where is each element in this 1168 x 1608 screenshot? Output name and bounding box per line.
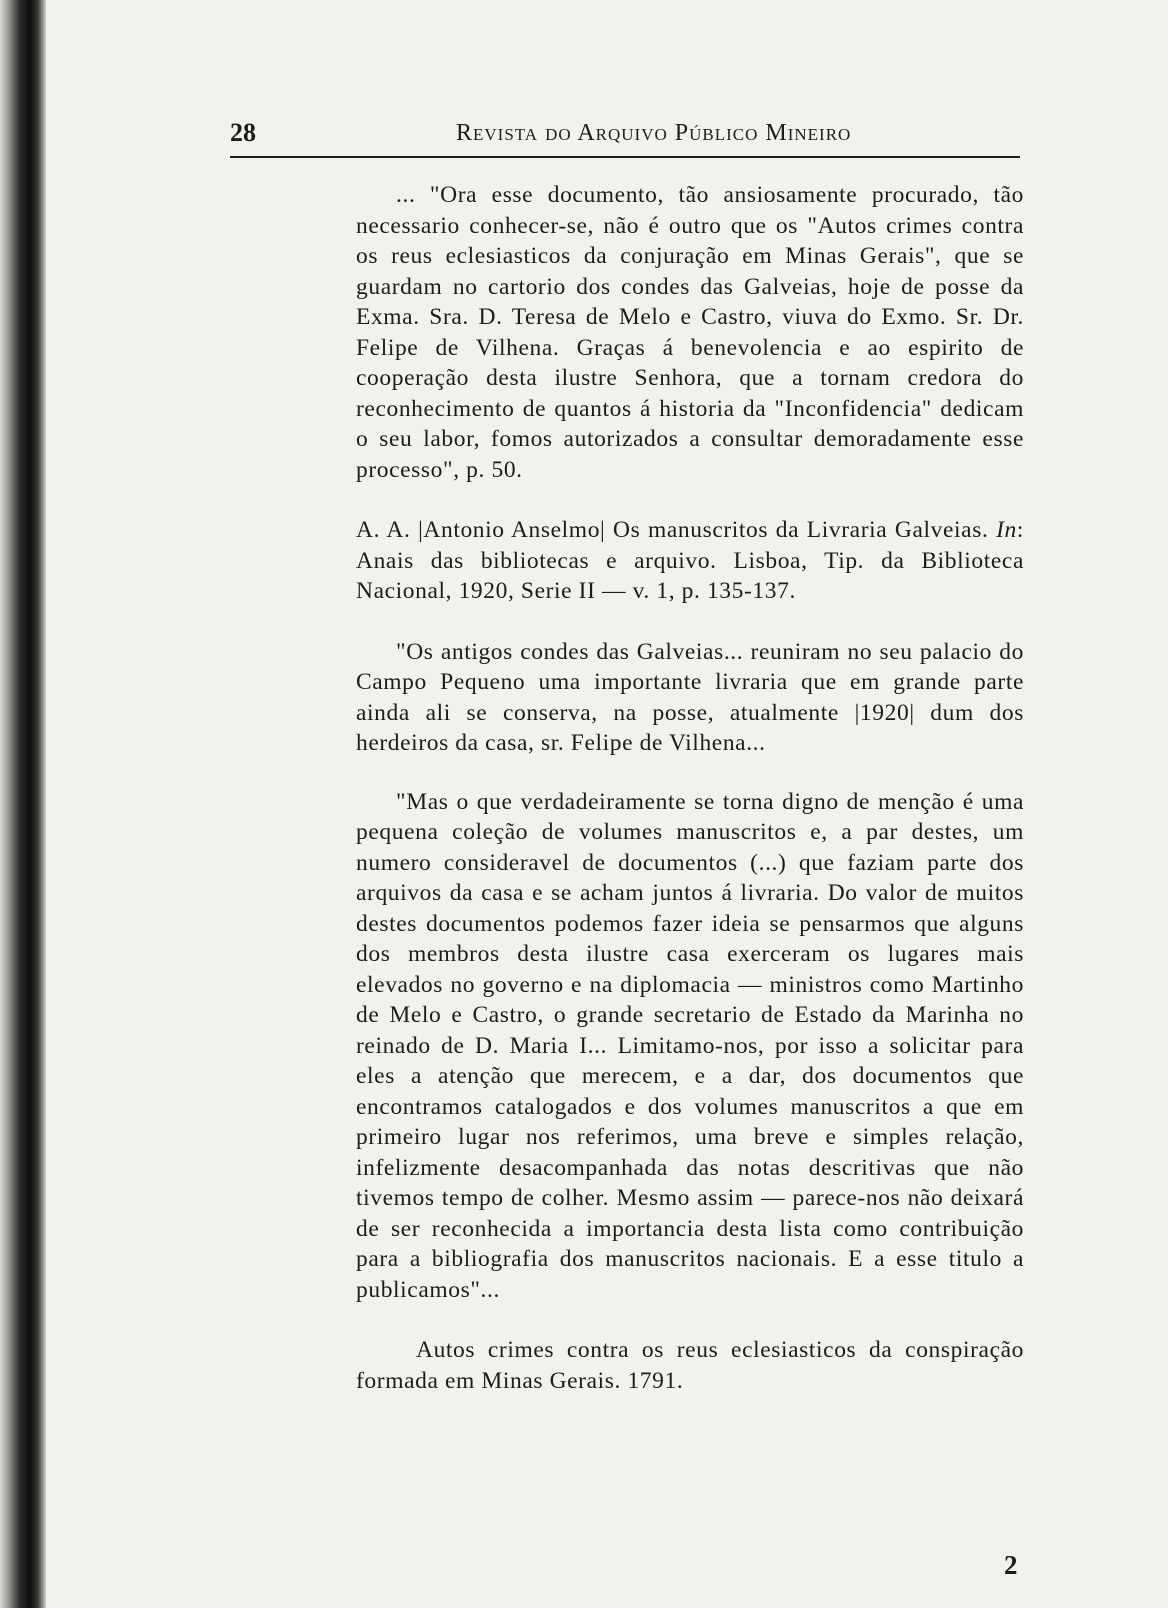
catalog-entry: Autos crimes contra os reus eclesiasticos da conspiração formada em Minas Gerais. 1791. bbox=[356, 1337, 1024, 1394]
quoted-paragraph-2: "Os antigos condes das Galveias... reuniram no seu palacio do Campo Pequeno uma importante livraria que em grande parte ainda ali se conserva, na posse, atualmente |1920| dum dos herdeiros da casa, sr. Felipe de Vilhena... bbox=[356, 638, 1024, 756]
page-header bbox=[230, 116, 1020, 158]
body-text bbox=[356, 180, 1024, 1396]
running-title: Revista do Arquivo Público Mineiro bbox=[456, 120, 852, 146]
bibliographic-entry-part-1: A. A. |Antonio Anselmo| Os manuscritos da Livraria Galveias. bbox=[356, 517, 997, 543]
page-number: 28 bbox=[230, 118, 256, 147]
bibliographic-entry-in: In bbox=[996, 517, 1017, 543]
quoted-paragraph-3: "Mas o que verdadeiramente se torna digno de menção é uma pequena coleção de volumes manuscritos e, a par destes, um numero consideravel de documentos (...) que faziam parte dos arquivos da casa e se acham juntos á livraria. Do valor de muitos destes documentos podemos fazer ideia se pensarmos que alguns dos membros desta ilustre casa exerceram os lugares mais elevados no governo e na diplomacia — ministros como Martinho de Melo e Castro, o grande secretario de Estado da Marinha no reinado de D. Maria I... Limitamo-nos, por isso a solicitar para eles a atenção que merecem, e a dar, dos documentos que encontramos catalogados e dos volumes manuscritos a que em primeiro lugar nos referimos, uma breve e simples relação, infelizmente desacompanhada das notas descritivas que não tivemos tempo de colher. Mesmo assim — parece-nos não deixará de ser reconhecida a importancia desta lista como contribuição para a bibliografia dos manuscritos nacionais. E a esse titulo a publicamos"... bbox=[356, 788, 1024, 1303]
book-binding-edge bbox=[0, 0, 46, 1608]
book-page bbox=[60, 0, 1168, 1608]
quoted-paragraph-1: ... "Ora esse documento, tão ansiosamente procurado, tão necessario conhecer-se, não é outro que os "Autos crimes contra os reus eclesiasticos da conjuração em Minas Gerais", que se guardam no cartorio dos condes das Galveias, hoje de posse da Exma. Sra. D. Teresa de Melo e Castro, viuva do Exmo. Sr. Dr. Felipe de Vilhena. Graças á benevolencia e ao espirito de cooperação desta ilustre Senhora, que a tornam credora do reconhecimento de quantos á historia da "Inconfidencia" dedicam o seu labor, fomos autorizados a consultar demoradamente esse processo", p. 50. bbox=[356, 182, 1024, 483]
signature-mark: 2 bbox=[1004, 1550, 1018, 1580]
bibliographic-entry bbox=[356, 515, 1024, 607]
bibliographic-entry-part-2: : Anais das bibliotecas e arquivo. Lisboa, Tip. da Biblioteca Nacional, 1920, Serie II — v. 1, p. 135-137. bbox=[356, 517, 1024, 604]
